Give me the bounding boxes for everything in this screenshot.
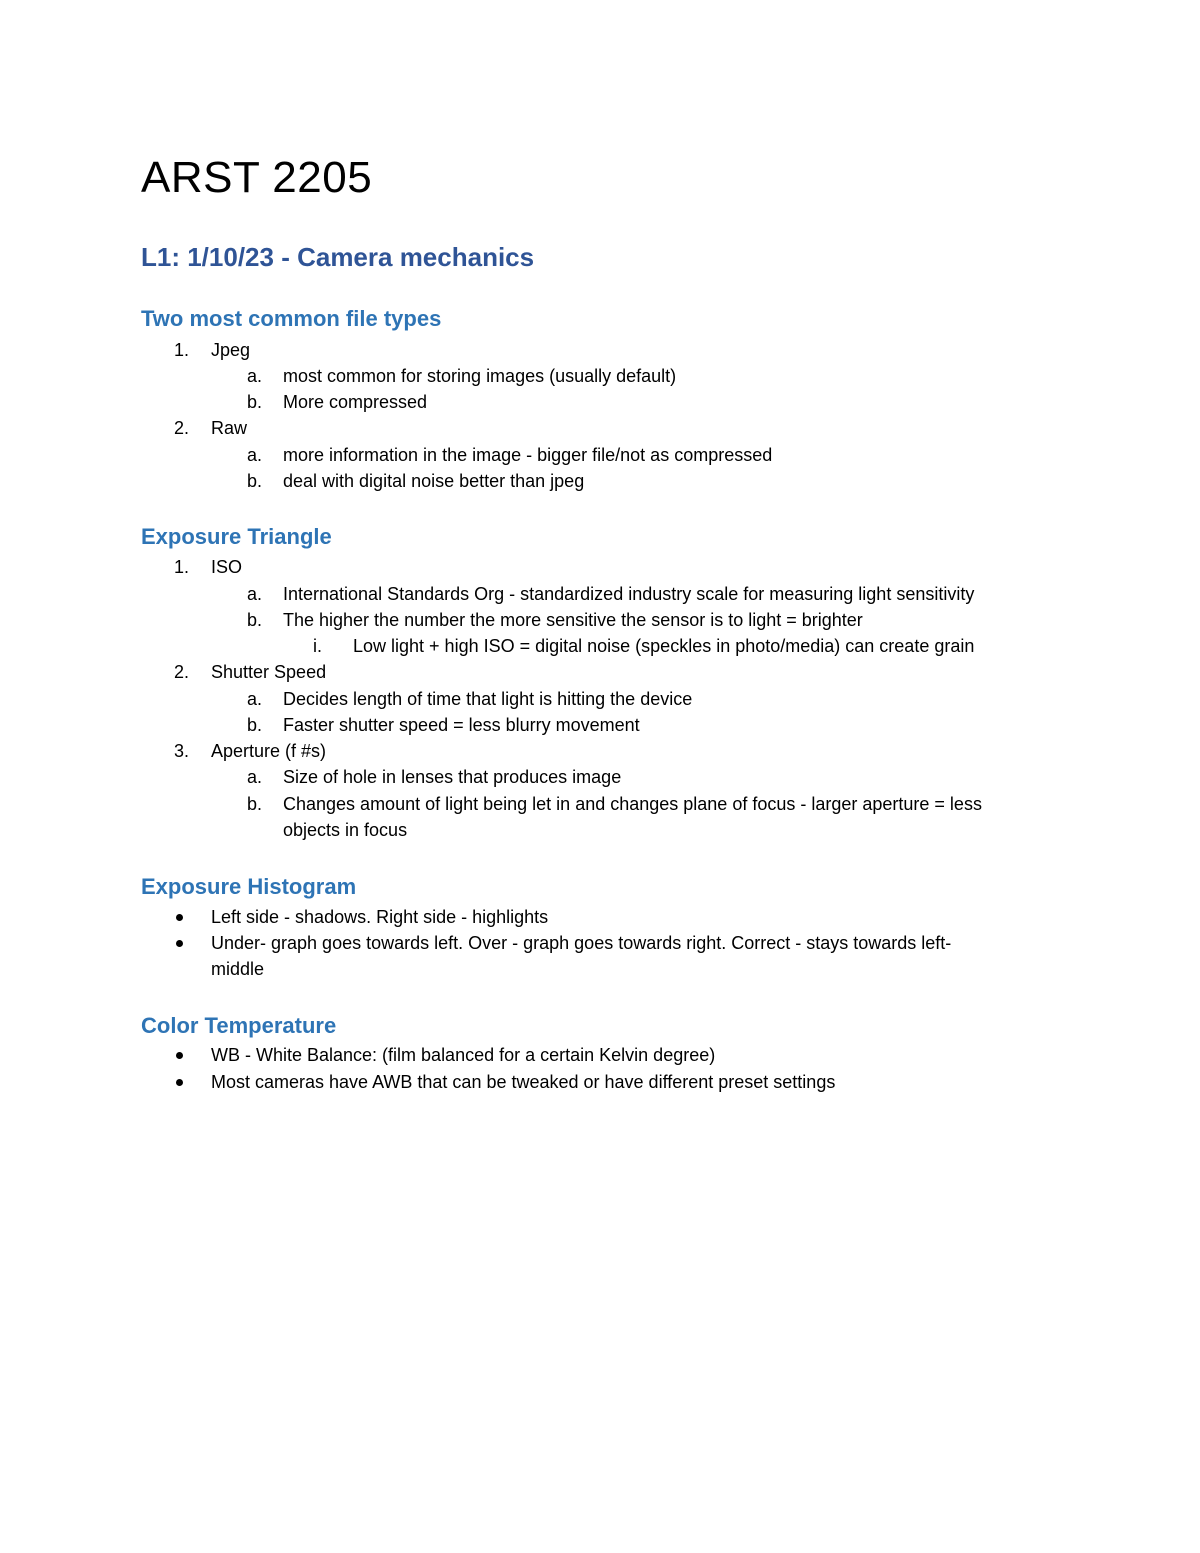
list-item-iso: ISO (211, 557, 243, 577)
bullet-item: WB - White Balance: (film balanced for a certain Kelvin degree) (211, 1045, 716, 1065)
sublist-item: Size of hole in lenses that produces image (283, 767, 622, 787)
sublist-marker: b. (247, 715, 263, 735)
sublist-item: most common for storing images (usually default) (283, 366, 677, 386)
sublist-item: Changes amount of light being let in and changes plane of focus - larger aperture = less (283, 794, 982, 814)
sublist-marker: b. (247, 471, 263, 491)
list-marker: 1. (174, 340, 190, 360)
list-item-shutter-speed: Shutter Speed (211, 662, 327, 682)
document-title: ARST 2205 (141, 153, 373, 202)
bullet-item-continuation: middle (211, 959, 265, 979)
sublist-marker: a. (247, 767, 263, 787)
sublist-marker: a. (247, 445, 263, 465)
sublist-item: International Standards Org - standardized industry scale for measuring light sensitivity (283, 584, 975, 604)
sublist-item-continuation: objects in focus (283, 820, 408, 840)
sublist-marker: a. (247, 366, 263, 386)
bullet-icon (176, 914, 183, 921)
list-marker: 3. (174, 741, 190, 761)
sublist-marker: a. (247, 689, 263, 709)
list-marker: 2. (174, 418, 190, 438)
section-heading-file-types: Two most common file types (141, 306, 442, 331)
section-heading-color-temperature: Color Temperature (141, 1013, 337, 1038)
sublist-marker: b. (247, 610, 263, 630)
sublist-item: The higher the number the more sensitive the sensor is to light = brighter (283, 610, 863, 630)
section-heading-exposure-triangle: Exposure Triangle (141, 524, 332, 549)
sublist-marker: b. (247, 794, 263, 814)
bullet-item: Left side - shadows. Right side - highlights (211, 907, 549, 927)
sublist-item: deal with digital noise better than jpeg (283, 471, 585, 491)
sublist-item: more information in the image - bigger file/not as compressed (283, 445, 773, 465)
bullet-icon (176, 1052, 183, 1059)
sublist-item: More compressed (283, 392, 428, 412)
list-marker: 2. (174, 662, 190, 682)
bullet-item: Most cameras have AWB that can be tweaked or have different preset settings (211, 1072, 836, 1092)
list-marker: 1. (174, 557, 190, 577)
bullet-icon (176, 1079, 183, 1086)
subsublist-marker: i. (313, 636, 322, 656)
sublist-marker: a. (247, 584, 263, 604)
list-item-raw: Raw (211, 418, 248, 438)
sublist-item: Decides length of time that light is hitting the device (283, 689, 693, 709)
list-item-jpeg: Jpeg (211, 340, 251, 360)
list-item-aperture: Aperture (f #s) (211, 741, 327, 761)
bullet-icon (176, 940, 183, 947)
subsublist-item: Low light + high ISO = digital noise (speckles in photo/media) can create grain (353, 636, 975, 656)
sublist-marker: b. (247, 392, 263, 412)
sublist-item: Faster shutter speed = less blurry movement (283, 715, 640, 735)
lecture-heading: L1: 1/10/23 - Camera mechanics (141, 242, 535, 272)
bullet-item: Under- graph goes towards left. Over - graph goes towards right. Correct - stays towards left- (211, 933, 952, 953)
section-heading-exposure-histogram: Exposure Histogram (141, 874, 357, 899)
